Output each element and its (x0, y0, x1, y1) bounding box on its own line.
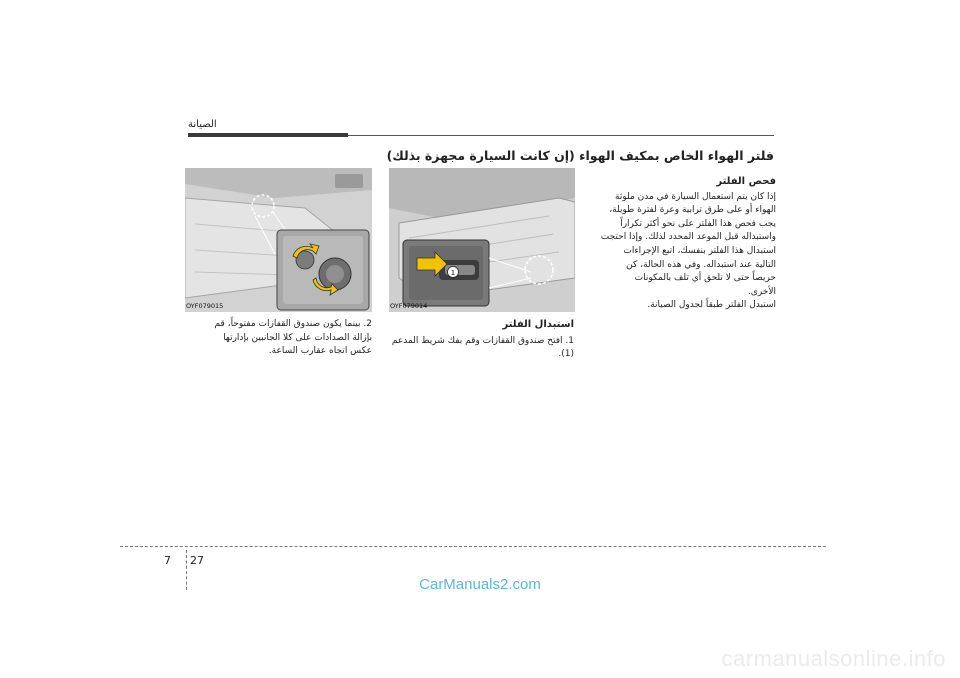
section-label: الصيانة (188, 119, 217, 130)
figure-glovebox-stoppers (185, 168, 372, 312)
step-1-line: (1). (558, 349, 574, 360)
inspection-line: الهواء أو على طرق ترابية وعرة لفترة طويلة، (609, 205, 776, 216)
page-number: 27 (190, 554, 204, 567)
glovebox-stoppers-illustration (185, 168, 372, 312)
watermark-bottom: carmanualsonline.info (721, 646, 946, 671)
header-rule-thick (188, 133, 348, 137)
inspection-line: الأخرى. (747, 286, 776, 297)
figure-code: OYF079014 (390, 302, 428, 310)
watermark-link[interactable]: CarManuals2.com (419, 576, 541, 593)
glovebox-strut-illustration (389, 168, 575, 312)
inspection-line: إذا كان يتم استعمال السيارة في مدن ملوثة (615, 191, 776, 202)
footer-rule (120, 546, 826, 547)
page-title: فلتر الهواء الخاص بمكيف الهواء (إن كانت السيارة مجهزة بذلك) (386, 148, 774, 163)
replacement-heading: استبدال الفلتر (502, 319, 574, 330)
step-2-section (186, 318, 372, 359)
step-1-line: 1. افتح صندوق القفازات وقم بفك شريط المدعم (391, 335, 574, 346)
inspection-line: يجب فحص هذا الفلتر على نحو أكثر تكراراً (620, 218, 776, 229)
chapter-number: 7 (164, 554, 171, 567)
replacement-section (390, 318, 574, 362)
inspection-heading: فحص الفلتر (716, 176, 776, 187)
figure-code: OYF079015 (186, 302, 224, 310)
figure-glovebox-strut (389, 168, 575, 312)
inspection-line: حريصاً حتى لا تلحق أي تلف بالمكونات (634, 273, 776, 284)
step-2-line: بإزالة الصدادات على كلا الجانبين بإدارتها (223, 332, 372, 343)
step-2-line: عكس اتجاه عقارب الساعة. (268, 346, 372, 357)
inspection-section (592, 175, 776, 313)
header-rule-thin (348, 135, 774, 136)
inspection-line: استبدال هذا الفلتر بنفسك، اتبع الإجراءات (623, 245, 776, 256)
inspection-line: واستبداله قبل الموعد المحدد لذلك. وإذا احتجت (600, 232, 776, 243)
inspection-line: التالية عند استبداله. وفي هذه الحالة، كن (626, 259, 776, 270)
inspection-line: استبدل الفلتر طبقاً لجدول الصيانة. (647, 300, 776, 311)
callout-number: 1 (450, 269, 456, 277)
step-2-line: 2. بينما يكون صندوق القفازات مفتوحاً، قم (214, 319, 372, 329)
